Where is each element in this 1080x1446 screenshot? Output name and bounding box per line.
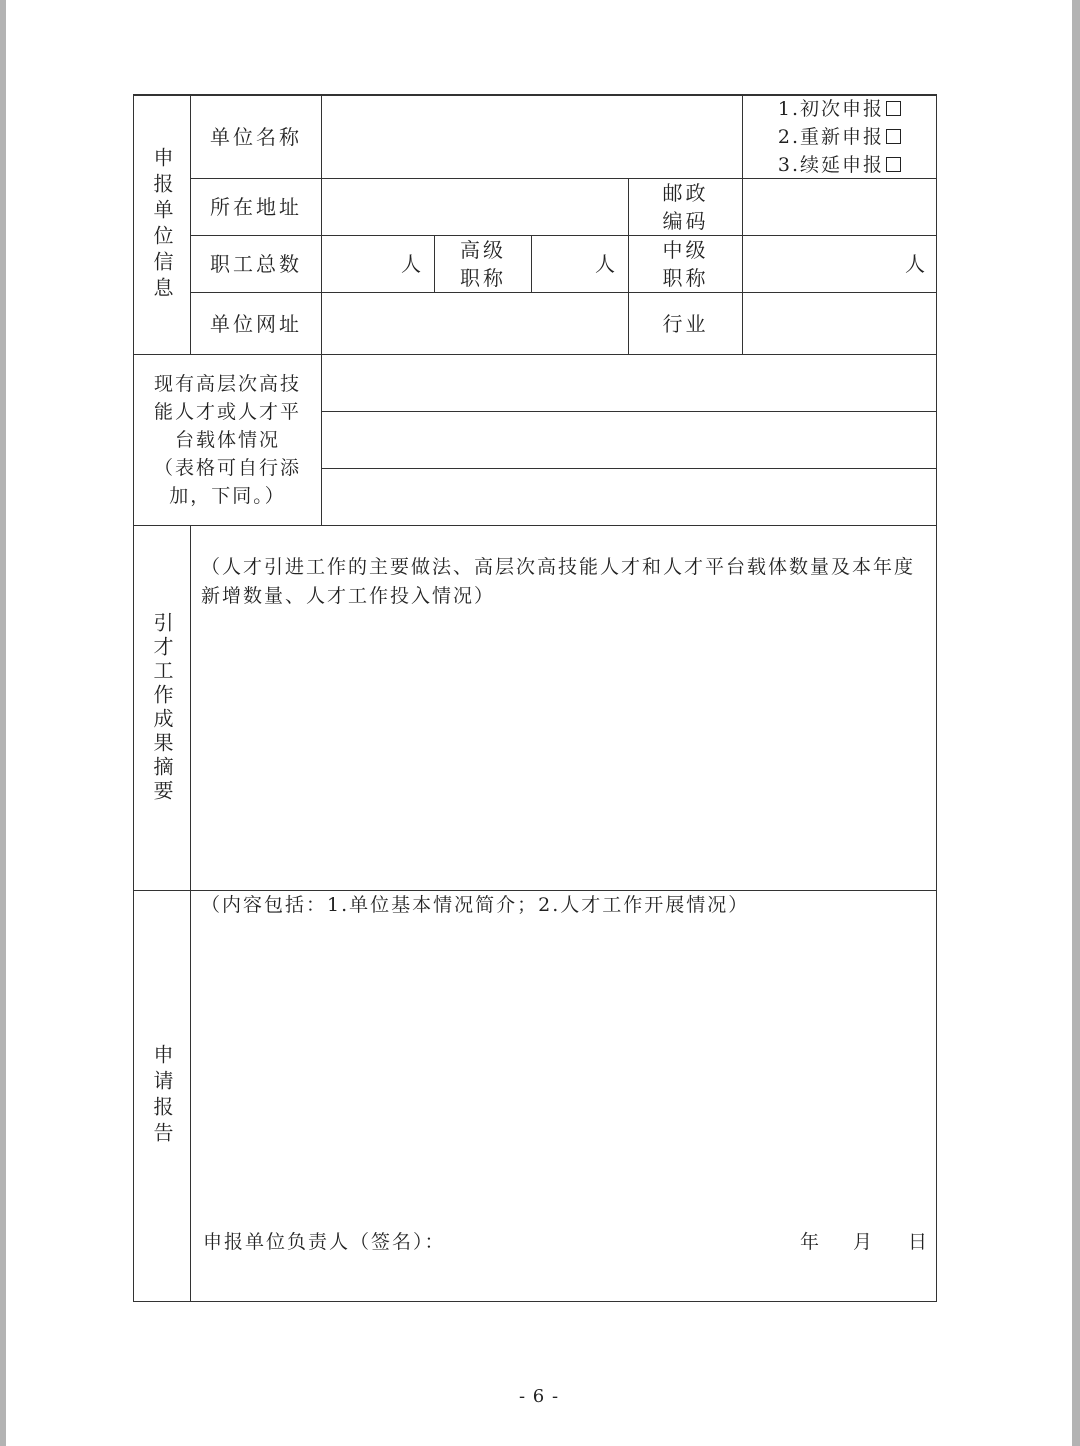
option-reapply[interactable]: 2.重新申报 bbox=[778, 123, 901, 151]
talent-platform-row-3[interactable] bbox=[322, 469, 936, 525]
label-mid-title-line1: 中级 bbox=[662, 238, 709, 262]
label-postal-code-line2: 编码 bbox=[662, 209, 709, 233]
unit-person-label: 人 bbox=[595, 252, 618, 276]
label-industry: 行业 bbox=[662, 311, 709, 336]
talent-platform-row-2[interactable] bbox=[322, 412, 936, 468]
mid-title-field[interactable] bbox=[743, 236, 936, 292]
section-header-achievement-summary: 引才工作成果摘要 bbox=[150, 612, 174, 804]
signature-day[interactable]: 日 bbox=[908, 1231, 930, 1253]
achievement-hint-line1: （人才引进工作的主要做法、高层次高技能人才和人才平台载体数量及本年度 bbox=[201, 556, 916, 578]
label-senior-title-line2: 职称 bbox=[460, 266, 506, 290]
col-divider bbox=[190, 525, 191, 1302]
achievement-hint-line2: 新增数量、人才工作投入情况） bbox=[201, 585, 496, 607]
checkbox-first-apply[interactable] bbox=[886, 101, 901, 116]
apply-type-options bbox=[743, 96, 936, 178]
label-address: 所在地址 bbox=[210, 195, 302, 219]
signature-year[interactable]: 年 bbox=[800, 1231, 822, 1253]
label-senior-title bbox=[435, 236, 531, 292]
row-divider bbox=[133, 525, 937, 526]
talent-platform-label-line: 加，下同。） bbox=[169, 485, 286, 507]
talent-platform-label-line: （表格可自行添 bbox=[153, 457, 301, 479]
table-border-right bbox=[936, 94, 937, 1302]
website-field[interactable] bbox=[322, 293, 628, 354]
option-first-apply[interactable]: 1.初次申报 bbox=[778, 95, 901, 123]
label-total-staff: 职工总数 bbox=[210, 252, 302, 276]
label-unit-name: 单位名称 bbox=[210, 125, 302, 149]
section-header-application-report: 申请报告 bbox=[150, 1044, 174, 1148]
page-number: - 6 - bbox=[518, 1386, 560, 1407]
signature-month[interactable]: 月 bbox=[853, 1231, 875, 1253]
label-mid-title-line2: 职称 bbox=[662, 266, 709, 290]
checkbox-renewal[interactable] bbox=[886, 157, 901, 172]
unit-name-field[interactable] bbox=[322, 96, 742, 178]
checkbox-reapply[interactable] bbox=[886, 129, 901, 144]
section-header-unit-info: 申报单位信息 bbox=[150, 147, 174, 303]
label-website: 单位网址 bbox=[210, 311, 302, 336]
unit-person-label: 人 bbox=[401, 252, 424, 276]
total-staff-field[interactable] bbox=[322, 236, 434, 292]
application-report-hint[interactable]: （内容包括：1.单位基本情况简介；2.人才工作开展情况） bbox=[201, 894, 750, 916]
label-mid-title bbox=[629, 236, 742, 292]
label-senior-title-line1: 高级 bbox=[460, 238, 506, 262]
table-border-bottom bbox=[133, 1301, 937, 1302]
address-field[interactable] bbox=[322, 179, 628, 235]
industry-field[interactable] bbox=[743, 293, 936, 354]
document-page bbox=[6, 0, 1072, 1446]
section-header-talent-platform bbox=[134, 355, 321, 525]
label-postal-code bbox=[629, 179, 742, 235]
signature-label: 申报单位负责人（签名）： bbox=[203, 1231, 446, 1253]
talent-platform-label-line: 能人才或人才平 bbox=[153, 401, 301, 423]
unit-person-label: 人 bbox=[905, 252, 928, 276]
application-form-table bbox=[133, 94, 937, 1302]
talent-platform-label-line: 现有高层次高技 bbox=[153, 373, 301, 395]
postal-code-field[interactable] bbox=[743, 179, 936, 235]
achievement-summary-hint[interactable] bbox=[201, 553, 931, 611]
talent-platform-row-1[interactable] bbox=[322, 355, 936, 411]
label-postal-code-line1: 邮政 bbox=[662, 181, 709, 205]
option-renewal[interactable]: 3.续延申报 bbox=[778, 151, 901, 179]
senior-title-field[interactable] bbox=[532, 236, 628, 292]
talent-platform-label-line: 台载体情况 bbox=[174, 429, 280, 451]
